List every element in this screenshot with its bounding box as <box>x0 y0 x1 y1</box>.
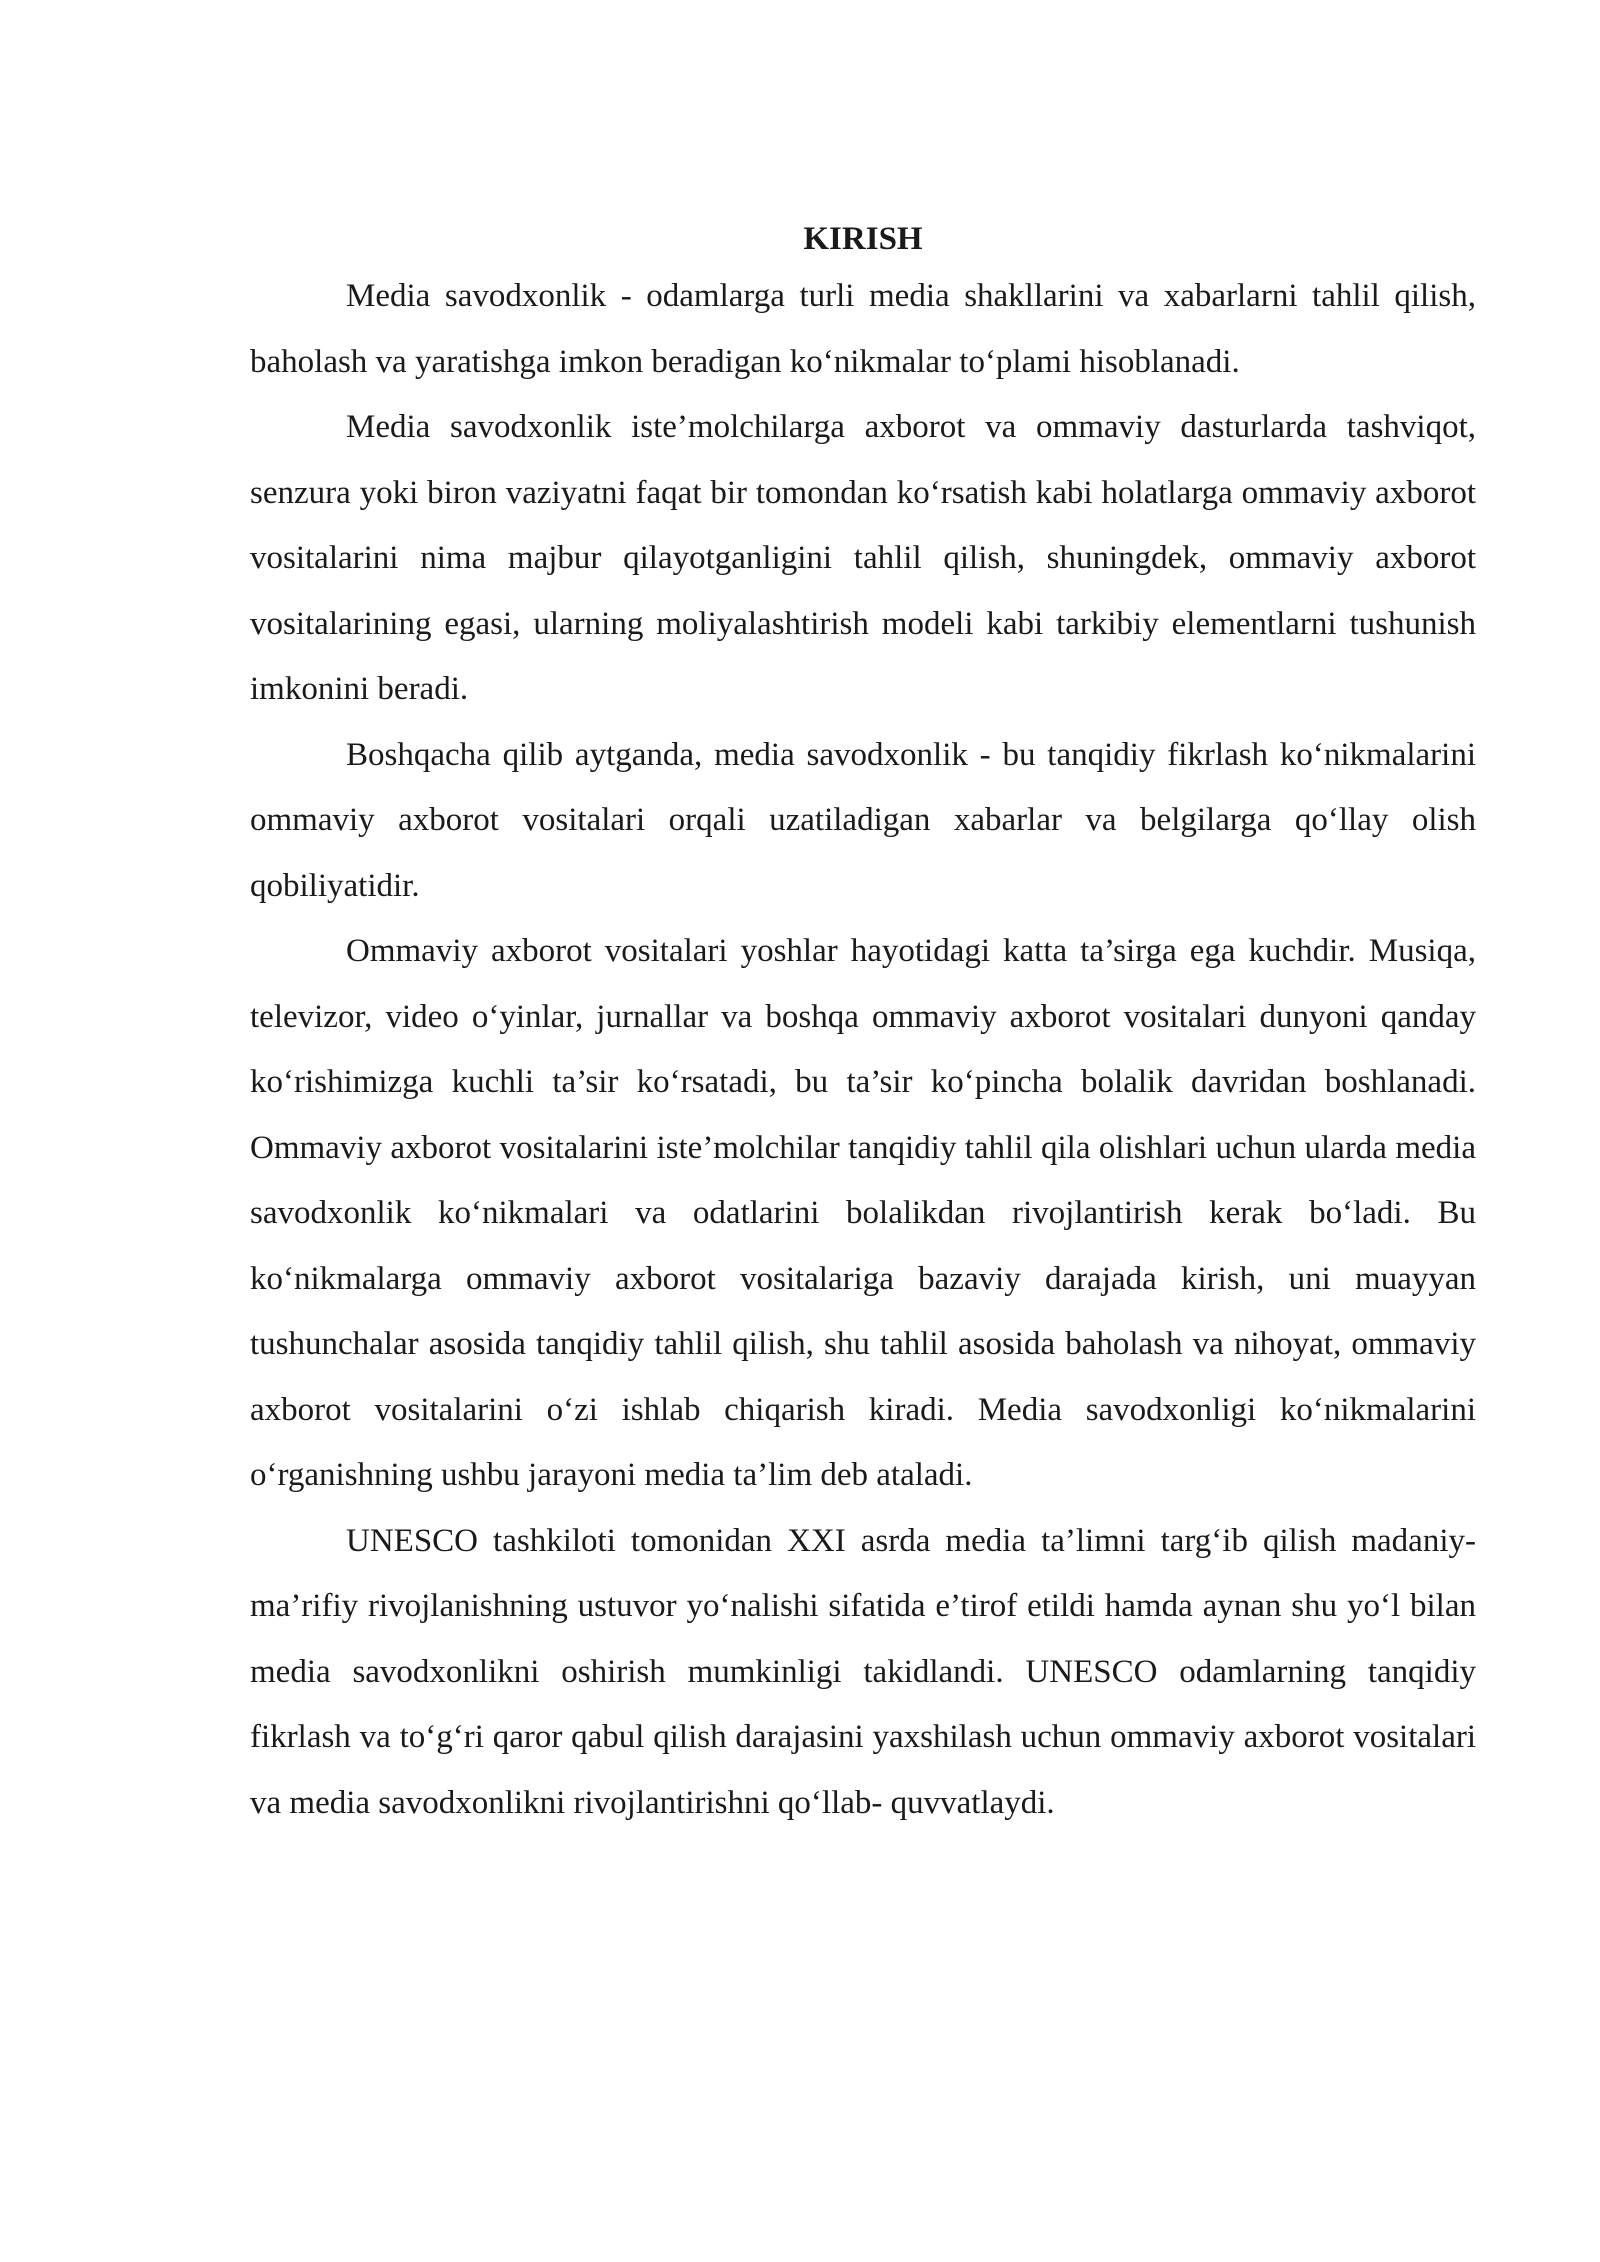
paragraph-1: Media savodxonlik - odamlarga turli media shakllarini va xabarlarni tahlil qilish, baholash va yaratishga imkon beradigan ko‘nikmalar to‘plami hisoblanadi. <box>250 278 1476 380</box>
page-title: KIRISH <box>803 221 923 257</box>
document-page <box>250 214 1476 1836</box>
paragraph-5: UNESCO tashkiloti tomonidan XXI asrda media ta’limni targ‘ib qilish madaniy-ma’rifiy rivojlanishning ustuvor yo‘nalishi sifatida e’tirof etildi hamda aynan shu yo‘l bilan media savodxonlikni oshirish mumkinligi takidlandi. UNESCO odamlarning tanqidiy fikrlash va to‘g‘ri qaror qabul qilish darajasini yaxshilash uchun ommaviy axborot vositalari va media savodxonlikni rivojlantirishni qo‘llab- quvvatlaydi. <box>250 1522 1476 1821</box>
paragraph-2: Media savodxonlik iste’molchilarga axborot va ommaviy dasturlarda tashviqot, senzura yoki biron vaziyatni faqat bir tomondan ko‘rsatish kabi holatlarga ommaviy axborot vositalarini nima majbur qilayotganligini tahlil qilish, shuningdek, ommaviy axborot vositalarining egasi, ularning moliyalashtirish modeli kabi tarkibiy elementlarni tushunish imkonini beradi. <box>250 409 1476 707</box>
paragraph-3: Boshqacha qilib aytganda, media savodxonlik - bu tanqidiy fikrlash ko‘nikmalarini ommaviy axborot vositalari orqali uzatiladigan xabarlar va belgilarga qo‘llay olish qobiliyatidir. <box>250 736 1476 904</box>
paragraph-4: Ommaviy axborot vositalari yoshlar hayotidagi katta ta’sirga ega kuchdir. Musiqa, televizor, video o‘yinlar, jurnallar va boshqa ommaviy axborot vositalari dunyoni qanday ko‘rishimizga kuchli ta’sir ko‘rsatadi, bu ta’sir ko‘pincha bolalik davridan boshlanadi. Ommaviy axborot vositalarini iste’molchilar tanqidiy tahlil qila olishlari uchun ularda media savodxonlik ko‘nikmalari va odatlarini bolalikdan rivojlantirish kerak bo‘ladi. Bu ko‘nikmalarga ommaviy axborot vositalariga bazaviy darajada kirish, uni muayyan tushunchalar asosida tanqidiy tahlil qilish, shu tahlil asosida baholash va nihoyat, ommaviy axborot vositalarini o‘zi ishlab chiqarish kiradi. Media savodxonligi ko‘nikmalarini o‘rganishning ushbu jarayoni media ta’lim deb ataladi. <box>250 933 1476 1493</box>
